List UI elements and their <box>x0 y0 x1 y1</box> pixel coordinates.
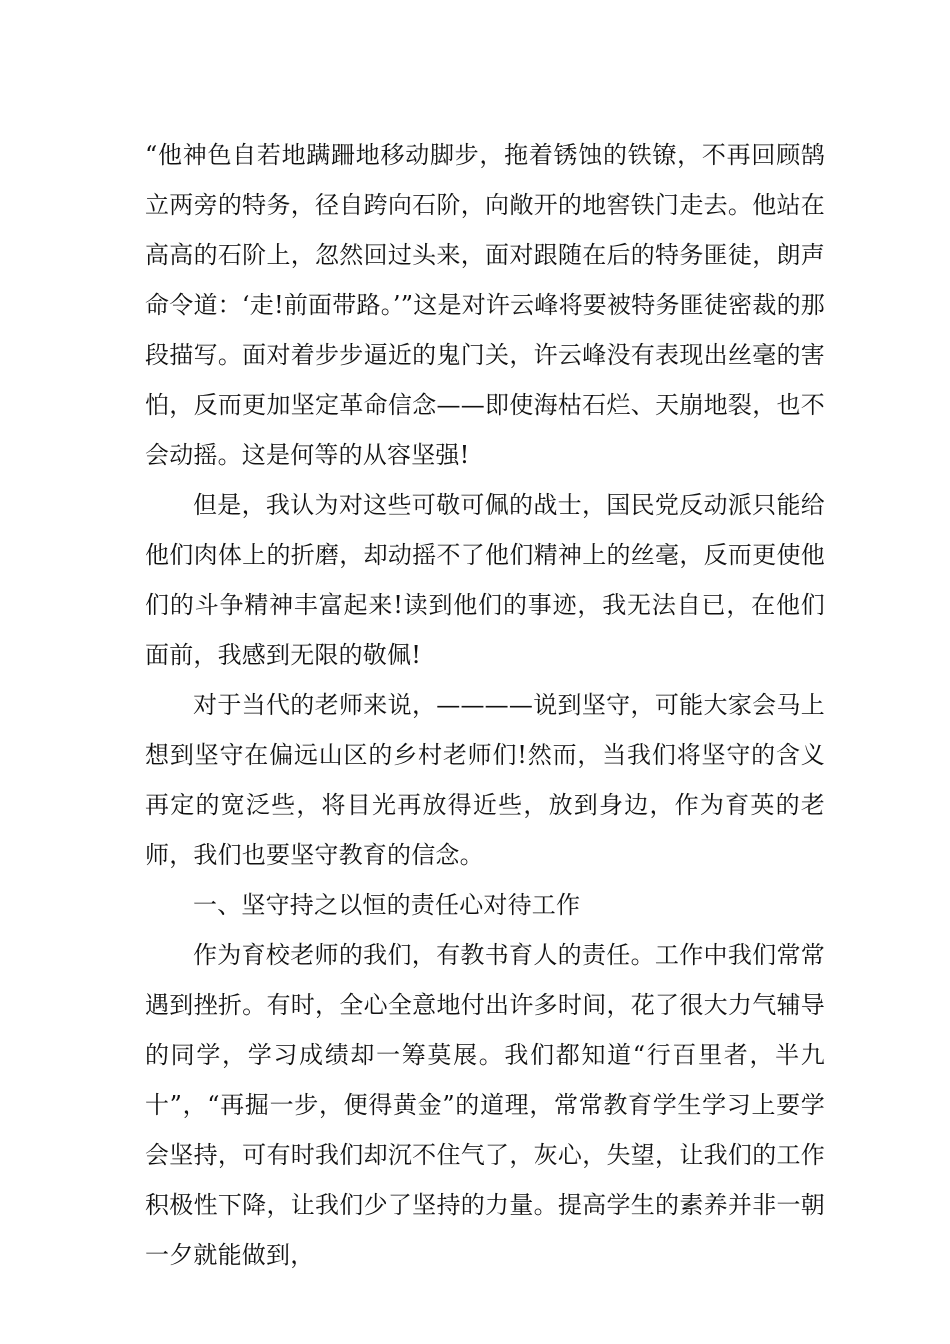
paragraph-admiration: 但是，我认为对这些可敬可佩的战士，国民党反动派只能给他们肉体上的折磨，却动摇不了他们精神上的丝毫，反而更使他们的斗争精神丰富起来!读到他们的事迹，我无法自已，在他们面前，我感到无限的敬佩! <box>145 491 825 669</box>
paragraph-teacher-duty: 作为育校老师的我们，有教书育人的责任。工作中我们常常遇到挫折。有时，全心全意地付出许多时间，花了很大力气辅导的同学，学习成绩却一筹莫展。我们都知道“行百里者，半九十”，“再掘一步，便得黄金”的道理，常常教育学生学习上要学会坚持，可有时我们却沉不住气了，灰心，失望，让我们的工作积极性下降，让我们少了坚持的力量。提高学生的素养并非一朝一夕就能做到， <box>145 941 825 1269</box>
paragraph-quote-passage: “他神色自若地蹒跚地移动脚步，拖着锈蚀的铁镣，不再回顾鹄立两旁的特务，径自跨向石阶，向敞开的地窖铁门走去。他站在高高的石阶上，忽然回过头来，面对跟随在后的特务匪徒，朗声命令道：‘走!前面带路。’”这是对许云峰将要被特务匪徒密裁的那段描写。面对着步步逼近的鬼门关，许云峰没有表现出丝毫的害怕，反而更加坚定革命信念——即使海枯石烂、天崩地裂，也不会动摇。这是何等的从容坚强! <box>145 141 825 469</box>
document-body <box>145 130 825 1280</box>
section-heading-responsibility: 一、坚守持之以恒的责任心对待工作 <box>193 891 581 919</box>
paragraph-modern-teachers: 对于当代的老师来说，————说到坚守，可能大家会马上想到坚守在偏远山区的乡村老师们!然而，当我们将坚守的含义再定的宽泛些，将目光再放得近些，放到身边，作为育英的老师，我们也要坚守教育的信念。 <box>145 691 825 869</box>
